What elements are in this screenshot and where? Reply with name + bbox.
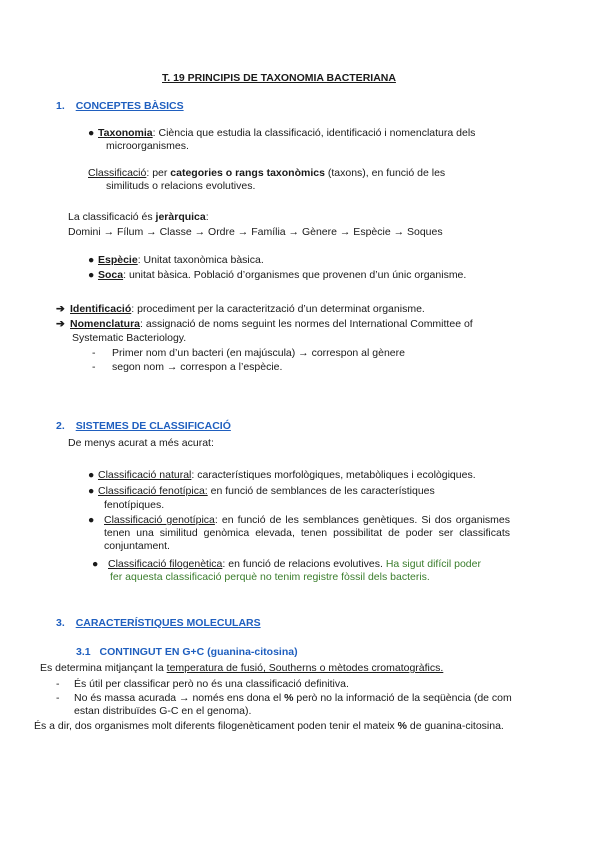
taxonomia-term: Taxonomia (98, 127, 153, 139)
taxonomia-item (88, 127, 475, 140)
percent-bold: % (284, 692, 294, 704)
fenotipica-text: en funció de semblances de les característiques (207, 485, 435, 497)
filogenetica-note-2: fer aquesta classificació perquè no tenim registre fòssil dels bacteris. (110, 571, 430, 583)
section-3-heading (56, 617, 261, 630)
hierarchy-line: Domini → Fílum → Classe → Ordre → Família → Gènere → Espècie → Soques (68, 226, 443, 238)
dash-text: No és massa acurada → només ens dona el (74, 692, 285, 704)
determination-line (40, 662, 443, 675)
section-3-title: CARACTERÍSTIQUES MOLECULARS (75, 617, 261, 629)
classificacio-item (88, 167, 445, 180)
section-1-heading (56, 100, 184, 113)
natural-text: : característiques morfològiques, metabòliques i ecològiques. (191, 469, 476, 481)
subsection-title: CONTINGUT EN G+C (guanina-citosina) (99, 646, 298, 658)
soca-text: : unitat bàsica. Població d’organismes que provenen d’un únic organisme. (123, 269, 467, 281)
dash-item (56, 692, 512, 705)
bullet-icon: ● (88, 127, 95, 139)
filogenetica-note: Ha sigut difícil poder (385, 558, 481, 570)
section-2-heading (56, 420, 231, 433)
filogenetica-item (92, 558, 481, 571)
arrow-icon: ➔ (56, 318, 65, 330)
fenotipica-item (88, 485, 435, 498)
classificacio-pre: : per (146, 167, 171, 179)
dash-icon: - (56, 692, 60, 704)
nomenclatura-text-2: Systematic Bacteriology. (72, 332, 187, 344)
dash-text: Primer nom d’un bacteri (en majúscula) → correspon al gènere (112, 347, 405, 359)
fenotipica-term: Classificació fenotípica: (98, 485, 208, 497)
dash-text-post: però no la informació de la seqüència (de com (293, 692, 512, 704)
identificacio-text: : procediment per la caracterització d’un determinat organisme. (131, 303, 425, 315)
dash-icon: - (56, 678, 60, 690)
identificacio-item (56, 303, 425, 316)
subsection-3-1-heading (76, 646, 298, 659)
dash-text: segon nom → correspon a l’espècie. (112, 361, 283, 373)
classificacio-term: Classificació (88, 167, 147, 179)
section-3-number: 3. (56, 617, 65, 629)
dash-item (56, 678, 349, 691)
determination-methods: temperatura de fusió, Southerns o mètodes cromatogràfics. (166, 662, 444, 674)
jerarquica-post: : (205, 211, 209, 223)
classificacio-text-2: similituds o relacions evolutives. (106, 180, 256, 192)
section-2-intro: De menys acurat a més acurat: (68, 437, 214, 449)
bullet-icon: ● (88, 469, 95, 481)
jerarquica-bold: jeràrquica (155, 211, 206, 223)
especie-item (88, 254, 264, 267)
section-2-number: 2. (56, 420, 65, 432)
classificacio-bold: categories o rangs taxonòmics (170, 167, 325, 179)
genotipica-item (104, 514, 510, 553)
bullet-icon: ● (92, 558, 99, 570)
subsection-number: 3.1 (76, 646, 91, 658)
percent-bold: % (397, 720, 407, 732)
dash-text: És útil per classificar però no és una classificació definitiva. (74, 678, 349, 690)
soca-term: Soca (98, 269, 124, 281)
bullet-icon: ● (88, 269, 95, 281)
section-1-number: 1. (56, 100, 65, 112)
natural-item (88, 469, 476, 482)
natural-term: Classificació natural (98, 469, 192, 481)
conclusion-pre: És a dir, dos organismes molt diferents filogenèticament poden tenir el mateix (34, 720, 398, 732)
dash-item (92, 347, 405, 360)
jerarquica-line (68, 211, 209, 224)
section-2-title: SISTEMES DE CLASSIFICACIÓ (75, 420, 231, 432)
taxonomia-text-2: microorganismes. (106, 140, 189, 152)
dash-icon: - (92, 347, 96, 359)
nomenclatura-term: Nomenclatura (70, 318, 141, 330)
genotipica-text: : en funció de les semblances genètiques. Si dos organismes tenen una similitud genòmica elevada, tenen possibilitat de poder ser classificats conjuntament. (104, 514, 510, 552)
bullet-icon: ● (88, 485, 95, 497)
nomenclatura-text: : assignació de noms seguint les normes del International Committee of (140, 318, 473, 330)
especie-text: : Unitat taxonòmica bàsica. (137, 254, 264, 266)
genotipica-term: Classificació genotípica (104, 514, 215, 526)
soca-item (88, 269, 466, 282)
dash-text-2: estan distribuïdes G-C en el genoma). (74, 705, 252, 717)
conclusion-line (34, 720, 504, 733)
determination-pre: Es determina mitjançant la (40, 662, 167, 674)
classificacio-post: (taxons), en funció de les (324, 167, 446, 179)
conclusion-post: de guanina-citosina. (406, 720, 504, 732)
filogenetica-text: : en funció de relacions evolutives. (222, 558, 386, 570)
filogenetica-term: Classificació filogenètica (108, 558, 223, 570)
section-1-title: CONCEPTES BÀSICS (75, 100, 184, 112)
bullet-icon: ● (88, 254, 95, 266)
document-title: T. 19 PRINCIPIS DE TAXONOMIA BACTERIANA (162, 72, 396, 84)
dash-item (92, 361, 282, 374)
dash-icon: - (92, 361, 96, 373)
arrow-icon: ➔ (56, 303, 65, 315)
fenotipica-text-2: fenotípiques. (104, 499, 165, 511)
bullet-icon: ● (88, 514, 95, 526)
nomenclatura-item (56, 318, 473, 331)
especie-term: Espècie (98, 254, 138, 266)
identificacio-term: Identificació (70, 303, 132, 315)
taxonomia-text: : Ciència que estudia la classificació, identificació i nomenclatura dels (152, 127, 476, 139)
genotipica-bullet (88, 514, 98, 527)
jerarquica-pre: La classificació és (68, 211, 156, 223)
